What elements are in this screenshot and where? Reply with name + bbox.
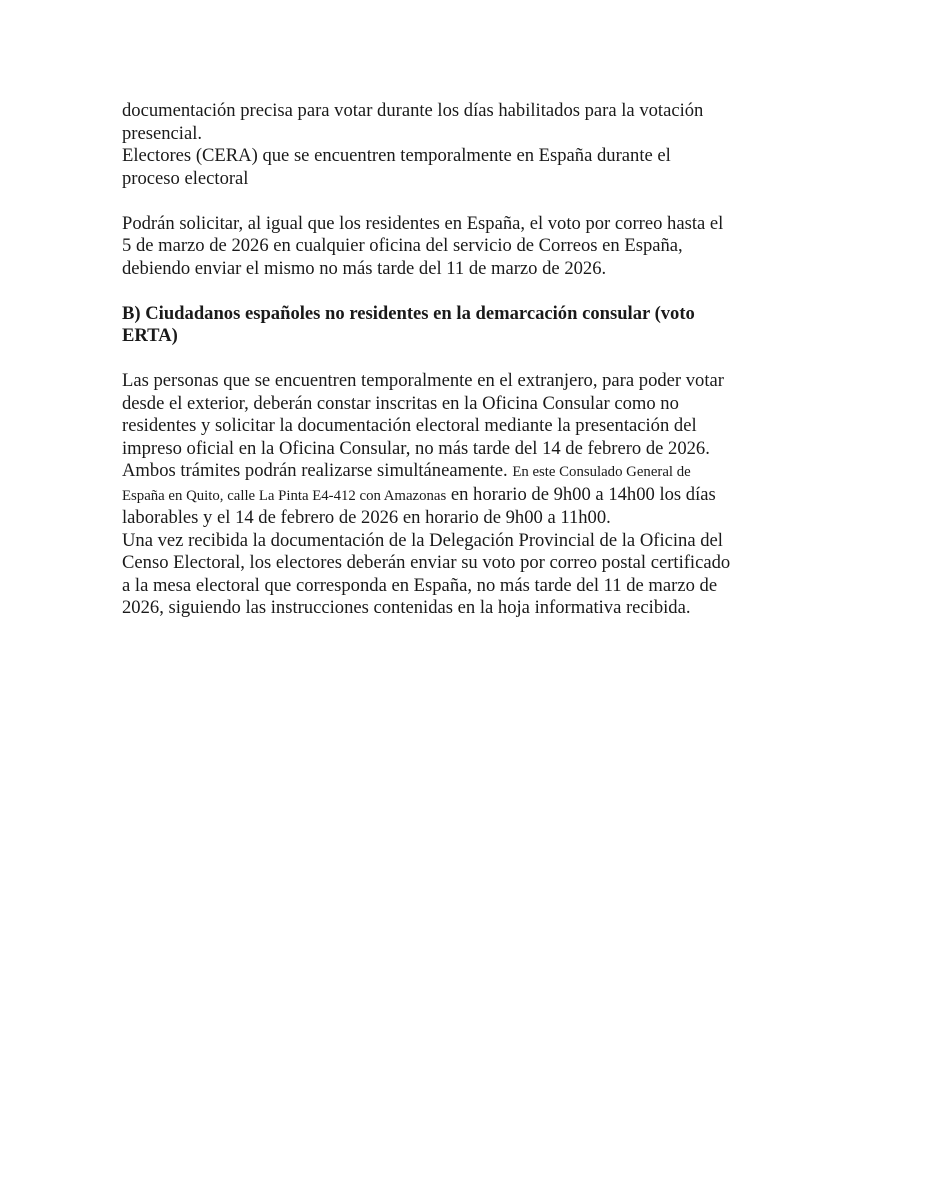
paragraph-erta-registration [122, 370, 732, 530]
paragraph-gap [122, 280, 732, 303]
section-heading-b: B) Ciudadanos españoles no residentes en la demarcación consular (voto ERTA) [122, 302, 695, 346]
document-body [122, 100, 732, 620]
erta-text-part1: Las personas que se encuentren temporalmente en el extranjero, para poder votar desde el exterior, deberán constar inscritas en la Oficina Consular como no residentes y solicitar la documentación electoral mediante la presentación del impreso oficial en la Oficina Consular, no más tarde del 14 de febrero de 2026. Ambos trámites podrán realizarse simultáneamente. [122, 370, 724, 481]
paragraph-cera-electors: Electores (CERA) que se encuentren temporalmente en España durante el proceso electoral [122, 145, 671, 189]
erta-text-part3: en horario de 9h00 a 14h00 los días laborables y el 14 de febrero de 2026 en horario de 9h00 a 11h00. [122, 483, 716, 528]
paragraph-postal-vote: Podrán solicitar, al igual que los residentes en España, el voto por correo hasta el 5 de marzo de 2026 en cualquier oficina del servicio de Correos en España, debiendo enviar el mismo no más tarde del 11 de marzo de 2026. [122, 212, 724, 279]
paragraph-gap [122, 348, 732, 371]
paragraph-send-vote: Una vez recibida la documentación de la Delegación Provincial de la Oficina del Censo Electoral, los electores deberán enviar su voto por correo postal certificado a la mesa electoral que corresponda en España, no más tarde del 11 de marzo de 2026, siguiendo las instrucciones contenidas en la hoja informativa recibida. [122, 529, 731, 618]
paragraph-documentation: documentación precisa para votar durante los días habilitados para la votación presencial. [122, 100, 704, 144]
consulate-address: En este Consulado General de España en Quito, calle La Pinta E4-412 con Amazonas [122, 464, 691, 504]
paragraph-gap [122, 190, 732, 213]
